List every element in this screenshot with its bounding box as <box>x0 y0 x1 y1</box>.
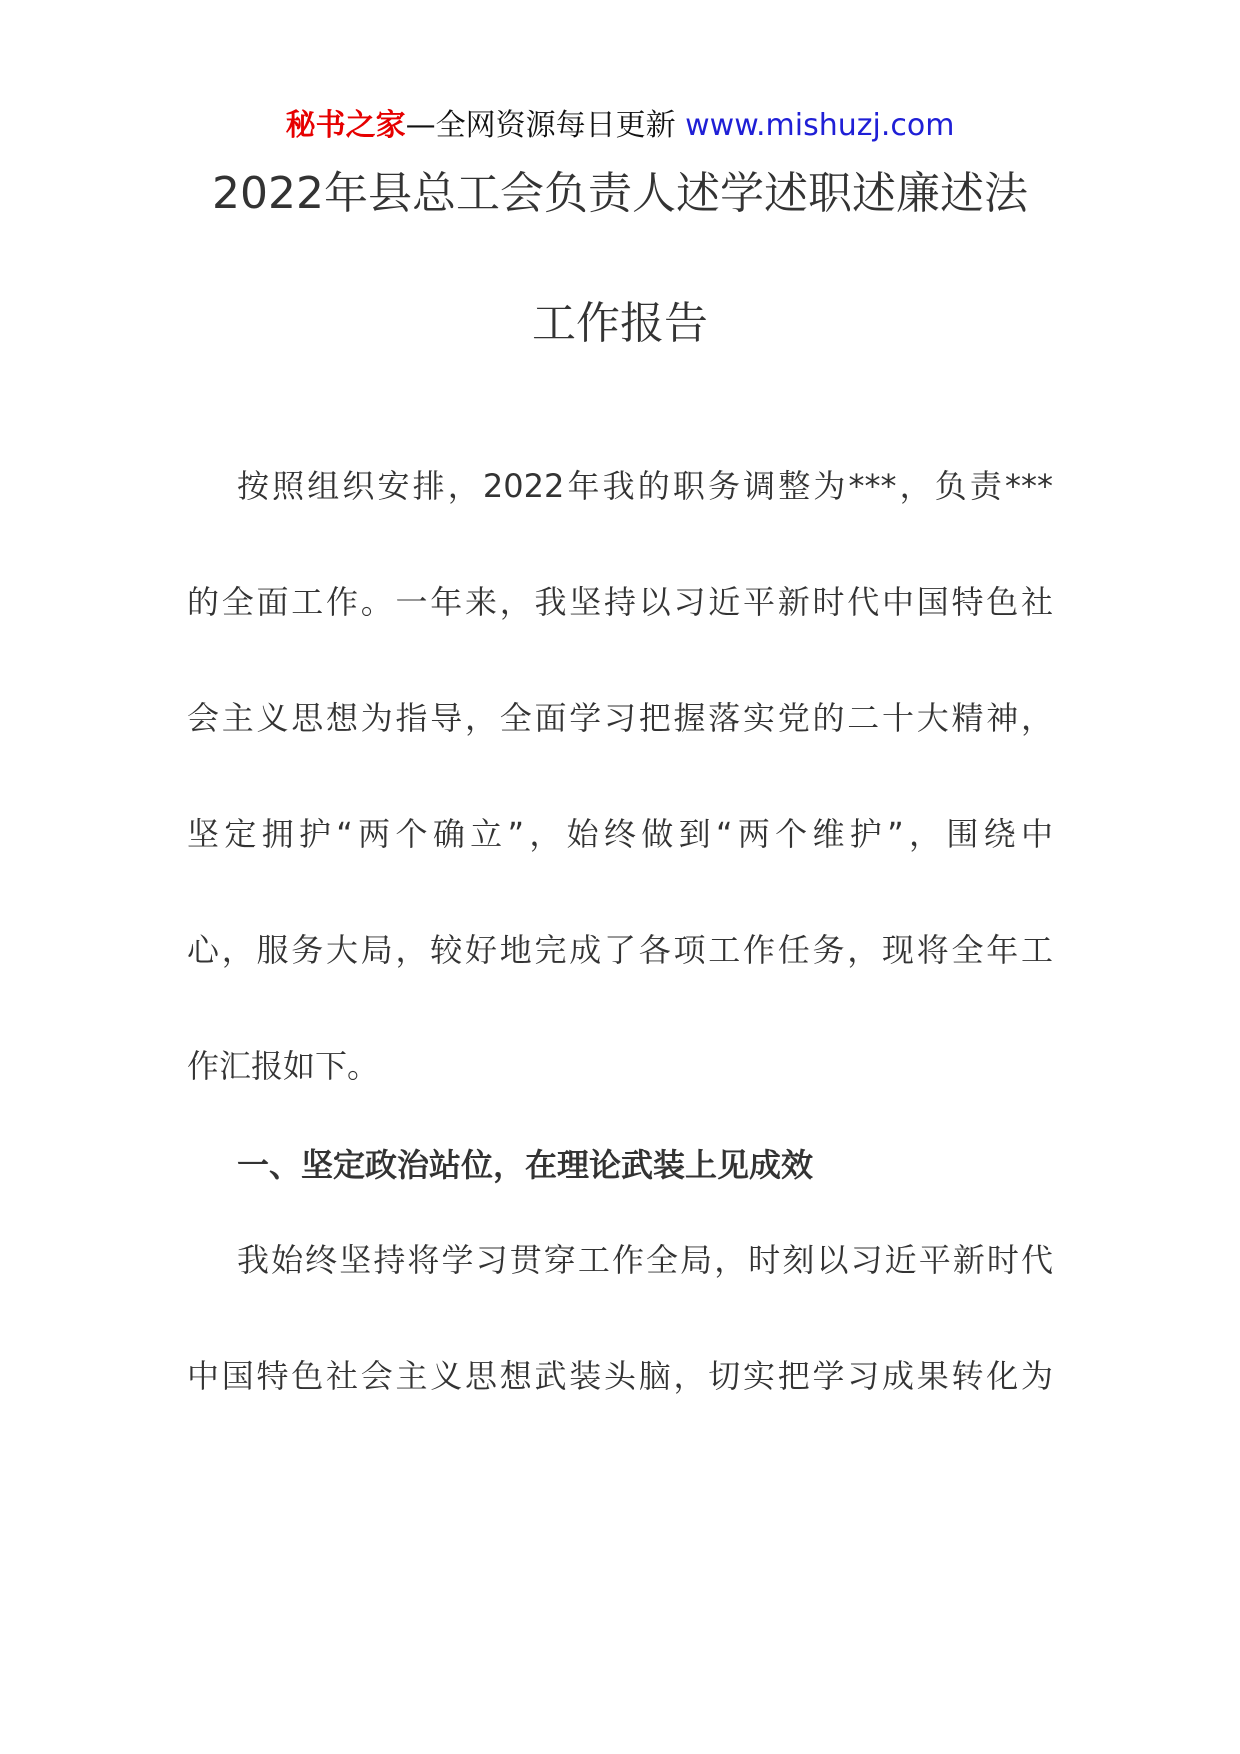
paragraph-2-line: 我始终坚持将学习贯穿工作全局，时刻以习近平新时代 <box>237 1241 1053 1279</box>
paragraph-2-line: 中国特色社会主义思想武装头脑，切实把学习成果转化为 <box>187 1357 1053 1395</box>
document-title-line-2: 工作报告 <box>532 298 708 349</box>
paragraph-1-line: 的全面工作。一年来，我坚持以习近平新时代中国特色社 <box>187 583 1053 621</box>
paragraph-1-line: 会主义思想为指导，全面学习把握落实党的二十大精神， <box>187 699 1053 737</box>
site-banner <box>0 104 1240 148</box>
paragraph-1-line: 心，服务大局，较好地完成了各项工作任务，现将全年工 <box>187 931 1053 969</box>
document-title-line-1: 2022年县总工会负责人述学述职述廉述法 <box>212 168 1028 219</box>
site-url-link[interactable]: www.mishuzj.com <box>685 108 955 143</box>
brand-name: 秘书之家 <box>285 108 406 143</box>
paragraph-1-line: 作汇报如下。 <box>187 1047 380 1085</box>
paragraph-1-line: 坚定拥护“两个确立”，始终做到“两个维护”，围绕中 <box>187 815 1053 853</box>
banner-tagline: —全网资源每日更新 <box>405 108 676 143</box>
section-heading: 一、坚定政治站位，在理论武装上见成效 <box>237 1146 814 1184</box>
paragraph-1-line: 按照组织安排，2022年我的职务调整为***，负责*** <box>237 467 1053 505</box>
